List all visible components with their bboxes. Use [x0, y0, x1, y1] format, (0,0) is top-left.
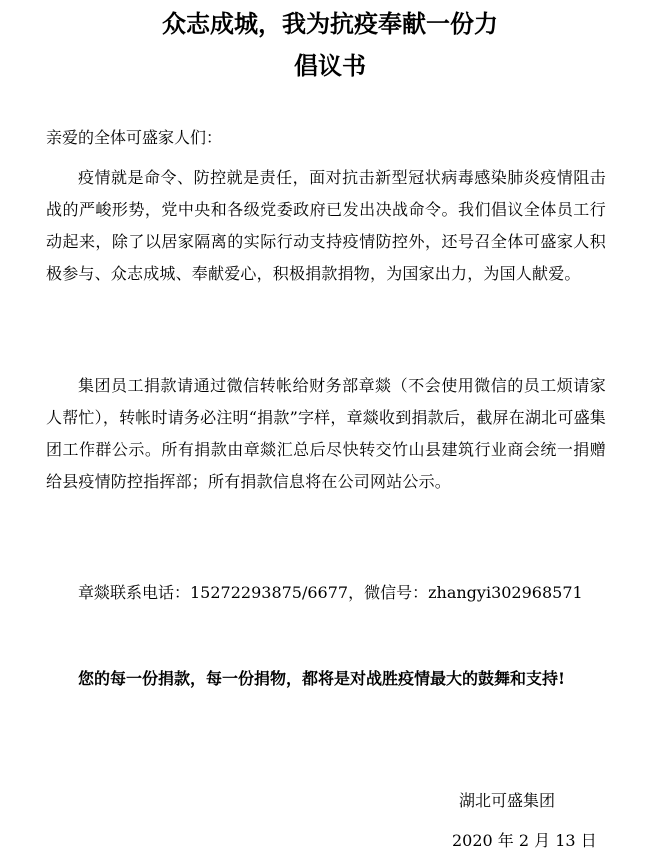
- closing-statement: 您的每一份捐款，每一份捐物，都将是对战胜疫情最大的鼓舞和支持!: [78, 669, 566, 688]
- signature-date: 2020 年 2 月 13 日: [452, 831, 597, 850]
- contact-info: 章燚联系电话：15272293875/6677，微信号：zhangyi302968571: [78, 583, 583, 602]
- body-paragraph-1: 疫情就是命令、防控就是责任，面对抗击新型冠状病毒感染肺炎疫情阻击战的严峻形势，党中央和各级党委政府已发出决战命令。我们倡议全体员工行动起来，除了以居家隔离的实际行动支持疫情防控外，还号召全体可盛家人积极参与、众志成城、奉献爱心，积极捐款捐物，为国家出力，为国人献爱。: [46, 168, 606, 283]
- document-subtitle: 倡议书: [294, 51, 366, 80]
- body-paragraph-2: 集团员工捐款请通过微信转帐给财务部章燚（不会使用微信的员工烦请家人帮忙），转帐时请务必注明“捐款”字样，章燚收到捐款后，截屏在湖北可盛集团工作群公示。所有捐款由章燚汇总后尽快转交竹山县建筑行业商会统一捐赠给县疫情防控指挥部；所有捐款信息将在公司网站公示。: [46, 376, 606, 491]
- signature-organization: 湖北可盛集团: [459, 791, 556, 810]
- salutation: 亲爱的全体可盛家人们：: [46, 128, 223, 147]
- document-title: 众志成城，我为抗疫奉献一份力: [162, 9, 498, 38]
